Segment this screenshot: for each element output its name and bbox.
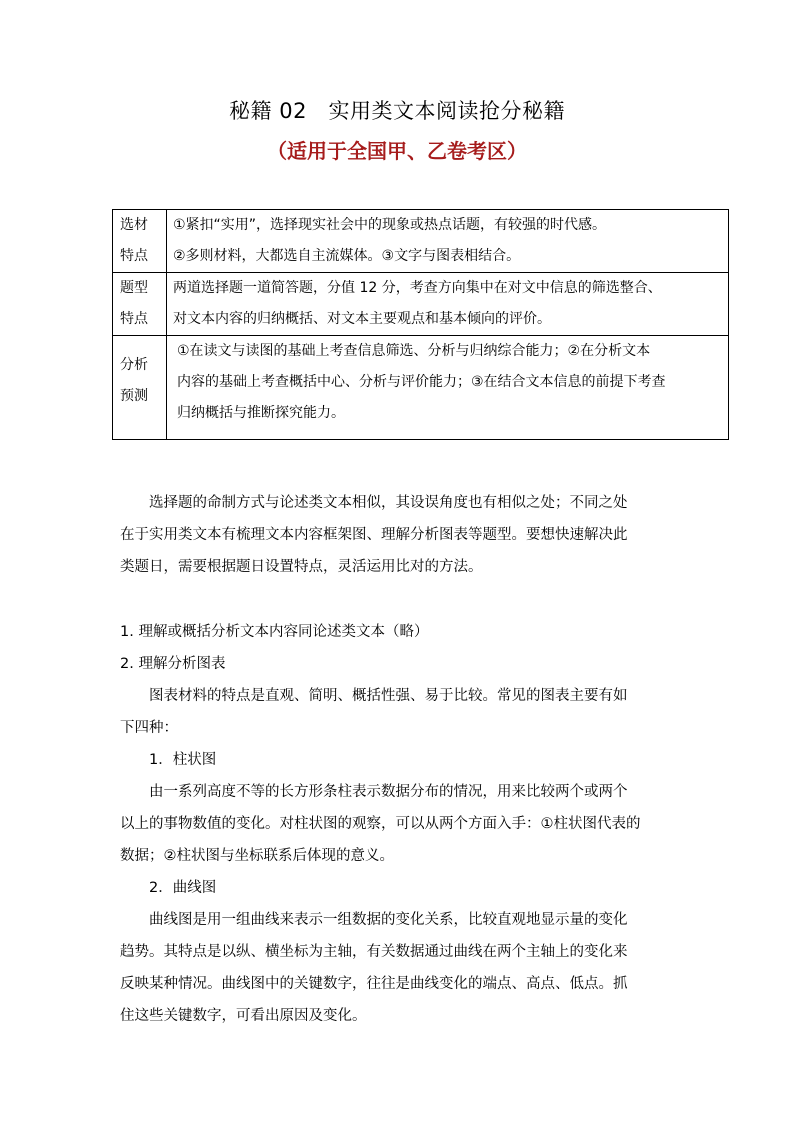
label-line: 分析 (120, 357, 148, 373)
row-label (113, 273, 167, 336)
row-content (167, 273, 729, 336)
main-content (120, 616, 682, 1032)
bar-chart-heading: 1．柱状图 (149, 752, 217, 768)
row-content (167, 210, 729, 273)
text-line: 趋势。其特点是以纵、横坐标为主轴，有关数据通过曲线在两个主轴上的变化来 (120, 944, 628, 960)
text-line: 类题日，需要根据题日设置特点，灵活运用比对的方法。 (120, 559, 483, 575)
content-line: ①在读文与读图的基础上考查信息筛选、分析与归纳综合能力；②在分析文本 (177, 343, 651, 359)
content-line: 归纳概括与推断探究能力。 (177, 405, 345, 421)
text-line: 曲线图是用一组曲线来表示一组数据的变化关系，比较直观地显示量的变化 (149, 912, 628, 928)
text-line: 数据；②柱状图与坐标联系后体现的意义。 (120, 848, 394, 864)
text-line: 以上的事物数值的变化。对柱状图的观察，可以从两个方面入手：①柱状图代表的 (120, 816, 641, 832)
content-line: ①紧扣“实用”，选择现实社会中的现象或热点话题，有较强的时代感。 (173, 217, 607, 233)
label-line: 选材 (120, 217, 148, 233)
text-line: 选择题的命制方式与论述类文本相似，其设误角度也有相似之处；不同之处 (149, 495, 628, 511)
label-line: 预测 (120, 388, 148, 404)
content-line: ②多则材料，大都选自主流媒体。③文字与图表相结合。 (173, 248, 521, 264)
table-row (113, 336, 729, 440)
row-label (113, 210, 167, 273)
page-subtitle: （适用于全国甲、乙卷考区） (267, 139, 527, 163)
text-line: 住这些关键数字，可看出原因及变化。 (120, 1008, 367, 1024)
content-line: 内容的基础上考查概括中心、分析与评价能力；③在结合文本信息的前提下考查 (177, 374, 666, 390)
list-item-1: 1. 理解或概括分析文本内容同论述类文本（略） (120, 624, 429, 640)
label-line: 特点 (120, 311, 148, 327)
text-line: 由一系列高度不等的长方形条柱表示数据分布的情况，用来比较两个或两个 (149, 784, 628, 800)
text-line: 下四种： (120, 720, 178, 736)
list-item-2: 2. 理解分析图表 (120, 656, 226, 672)
page-title: 秘籍 02 实用类文本阅读抢分秘籍 (229, 99, 565, 123)
table-row (113, 210, 729, 273)
intro-paragraph (120, 487, 682, 583)
table-row (113, 273, 729, 336)
text-line: 在于实用类文本有梳理文本内容框架图、理解分析图表等题型。要想快速解决此 (120, 527, 628, 543)
text-line: 反映某种情况。曲线图中的关键数字，往往是曲线变化的端点、高点、低点。抓 (120, 976, 628, 992)
row-content (167, 336, 729, 440)
text-line: 图表材料的特点是直观、简明、概括性强、易于比较。常见的图表主要有如 (149, 688, 628, 704)
label-line: 题型 (120, 280, 148, 296)
content-line: 对文本内容的归纳概括、对文本主要观点和基本倾向的评价。 (173, 311, 551, 327)
row-label (113, 336, 167, 440)
content-line: 两道选择题一道简答题，分值 12 分，考查方向集中在对文中信息的筛选整合、 (173, 280, 662, 296)
summary-table (112, 209, 729, 440)
label-line: 特点 (120, 248, 148, 264)
curve-chart-heading: 2．曲线图 (149, 880, 217, 896)
